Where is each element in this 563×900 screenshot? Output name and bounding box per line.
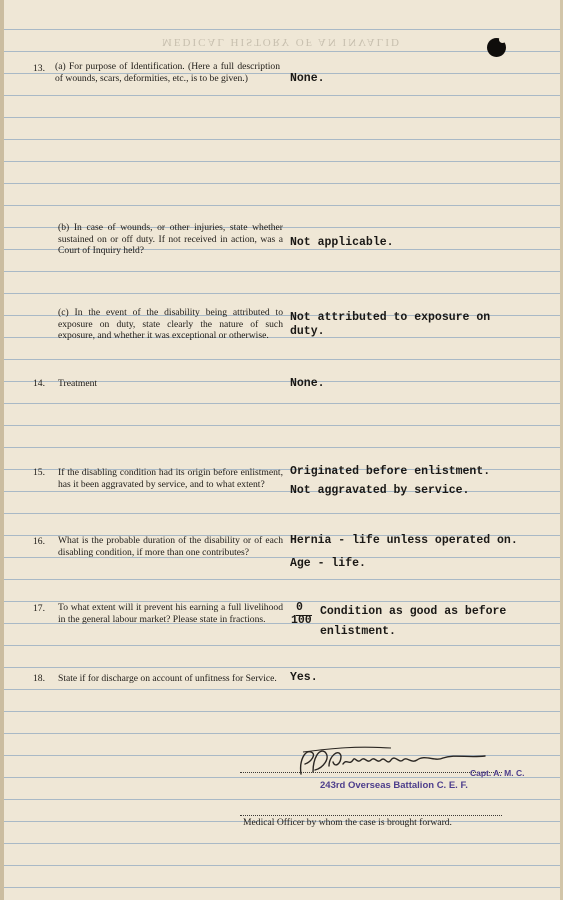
punch-hole-highlight bbox=[499, 36, 506, 43]
question-number: 15. bbox=[33, 467, 45, 478]
question-number: 13. bbox=[33, 63, 45, 74]
question-number: 18. bbox=[33, 673, 45, 684]
stamp-unit: 243rd Overseas Battalion C. E. F. bbox=[320, 780, 468, 791]
question-text: State if for discharge on account of unfitness for Service. bbox=[58, 673, 277, 684]
answer-16: Hernia - life unless operated on. Age - life. bbox=[290, 534, 518, 570]
question-text: (b) In case of wounds, or other injuries, state whether sustained on or off duty. If not received in action, was a Court of Inquiry held? bbox=[58, 222, 283, 256]
answer-13b: Not applicable. bbox=[290, 236, 394, 249]
question-number: 17. bbox=[33, 603, 45, 614]
question-number: 16. bbox=[33, 536, 45, 547]
show-through-title: MEDICAL HISTORY OF AN INVALID bbox=[162, 36, 401, 48]
fraction-numerator: 0 bbox=[296, 601, 303, 614]
answer-13c: Not attributed to exposure on duty. bbox=[290, 311, 491, 338]
stamp-rank: Capt. A. M. C. bbox=[470, 768, 525, 778]
fraction-denominator: 100 bbox=[291, 614, 312, 627]
question-text: (a) For purpose of Identification. (Here a full description of wounds, scars, deformities, etc., is to be given.) bbox=[55, 61, 280, 84]
answer-15: Originated before enlistment. Not aggravated by service. bbox=[290, 465, 491, 497]
question-text: If the disabling condition had its origin before enlistment, has it been aggravated by service, and to what extent? bbox=[58, 467, 283, 490]
caption-line bbox=[240, 815, 502, 816]
handwritten-signature bbox=[295, 742, 495, 782]
question-number: 14. bbox=[33, 378, 45, 389]
answer-14: None. bbox=[290, 377, 325, 390]
answer-17: Condition as good as before enlistment. bbox=[320, 605, 507, 638]
answer-17-fraction bbox=[291, 601, 312, 627]
question-text: (c) In the event of the disability being attributed to exposure on duty, state clearly the nature of such exposure, and whether it was exceptional or otherwise. bbox=[58, 307, 283, 341]
question-text: Treatment bbox=[58, 378, 98, 389]
answer-13a: None. bbox=[290, 72, 325, 85]
signature-caption: Medical Officer by whom the case is brought forward. bbox=[243, 817, 452, 828]
question-text: What is the probable duration of the disability or of each disabling condition, if more than one contributes? bbox=[58, 535, 283, 558]
question-text: To what extent will it prevent his earning a full livelihood in the general labour market? Please state in fractions. bbox=[58, 602, 283, 625]
page-edge-left bbox=[0, 0, 4, 900]
answer-18: Yes. bbox=[290, 671, 318, 684]
